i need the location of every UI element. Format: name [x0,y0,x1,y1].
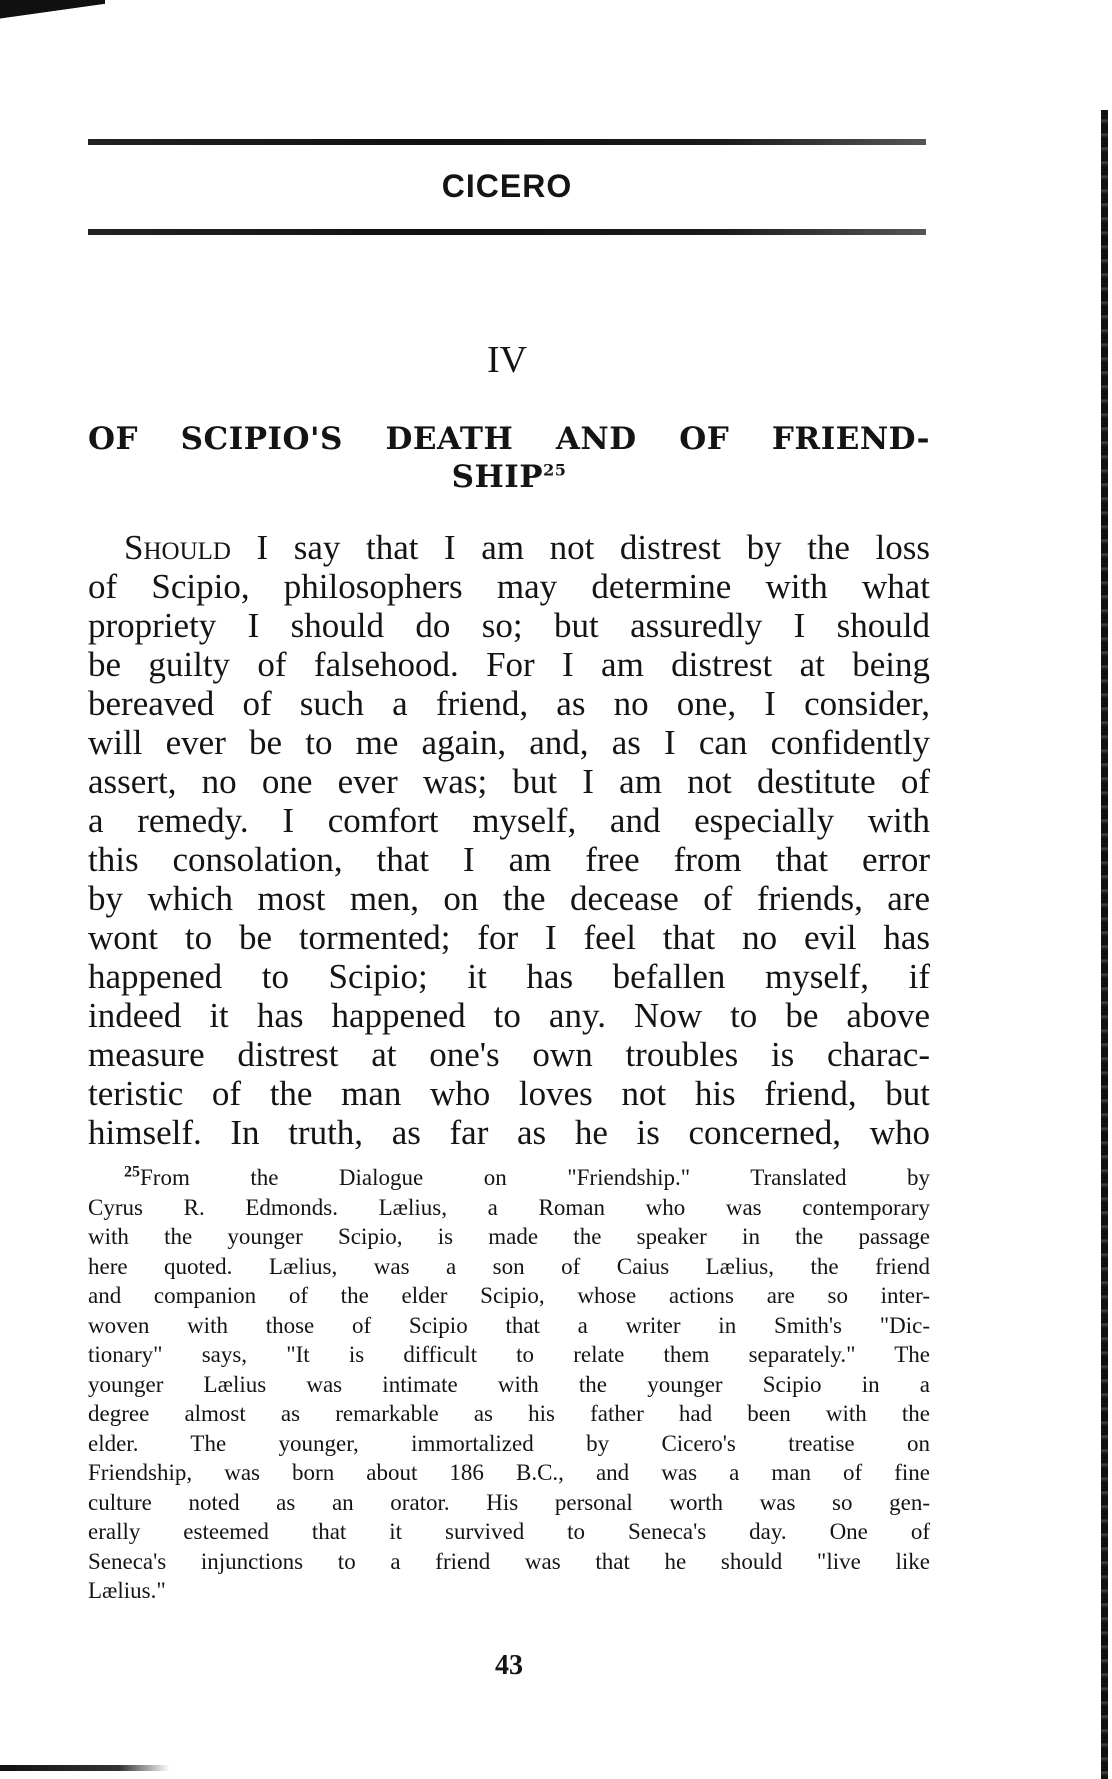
body-text [88,528,930,1152]
body-line: bereaved of such a friend, as no one, I consider, [88,684,930,723]
footnote-line: and companion of the elder Scipio, whose actions are so inter- [88,1283,930,1308]
footnote-line: culture noted as an orator. His personal worth was so gen- [88,1489,930,1515]
scan-artifact-top [0,0,105,26]
footnote-line: Seneca's injunctions to a friend was that he should "live like [88,1548,930,1574]
chapter-number: IV [486,339,528,381]
chapter-title-line-2 [88,458,930,496]
body-line: measure distrest at one's own troubles is charac- [88,1035,930,1074]
body-line: be guilty of falsehood. For I am distrest at being [88,645,930,684]
footnote-line: Lælius." [88,1578,166,1603]
body-line: a remedy. I comfort myself, and especially with [88,801,930,840]
header-rule-top [88,139,926,145]
body-line: by which most men, on the decease of friends, are [88,879,930,918]
body-line: assert, no one ever was; but I am not destitute of [88,762,930,801]
footnote-line: elder. The younger, immortalized by Cicero's treatise on [88,1430,930,1456]
footnote-line: tionary" says, "It is difficult to relate them separately." The [88,1342,930,1367]
body-line: happened to Scipio; it has befallen myself, if [88,957,930,996]
chapter-title [88,420,930,496]
footnote-line: $^{25}$From the Dialogue on "Friendship." Translated by [124,1163,930,1190]
footnote-line: younger Lælius was intimate with the younger Scipio in a [88,1371,930,1397]
body-line: of Scipio, philosophers may determine with what [88,567,930,606]
scan-artifact-page-edge [1101,110,1108,1779]
running-head: CICERO [441,168,573,204]
body-line: wont to be tormented; for I feel that no evil has [88,918,930,957]
chapter-title-line-1: OF SCIPIO'S DEATH AND OF FRIEND- [88,421,930,457]
footnote-line: here quoted. Lælius, was a son of Caius Lælius, the friend [88,1253,930,1279]
scan-artifact-bottom [0,1765,170,1771]
body-line: indeed it has happened to any. Now to be above [88,996,930,1035]
footnote [88,1163,930,1606]
footnote-line: woven with those of Scipio that a writer in Smith's "Dic- [88,1312,930,1338]
footnote-line: degree almost as remarkable as his father had been with the [88,1401,930,1426]
body-line: will ever be to me again, and, as I can confidently [88,723,930,762]
body-line: himself. In truth, as far as he is concerned, who [88,1113,930,1152]
footnote-line: with the younger Scipio, is made the speaker in the passage [88,1224,930,1249]
footnote-line: Cyrus R. Edmonds. Lælius, a Roman who was contemporary [88,1194,930,1220]
lead-word: Should [124,528,231,567]
body-line: Should I say that I am not distrest by the loss [124,528,930,567]
body-line: teristic of the man who loves not his friend, but [88,1074,930,1113]
body-line: propriety I should do so; but assuredly I should [88,606,930,645]
body-line: this consolation, that I am free from that error [88,840,930,879]
footnote-marker: 25 [124,1163,140,1181]
header-rule-bottom [88,229,926,235]
footnote-line: Friendship, was born about 186 B.C., and was a man of fine [88,1460,930,1485]
footnote-reference: 25 [543,460,567,480]
page-number: 43 [495,1650,523,1681]
footnote-line: erally esteemed that it survived to Seneca's day. One of [88,1519,930,1544]
chapter-title-text: SHIP [451,459,544,495]
